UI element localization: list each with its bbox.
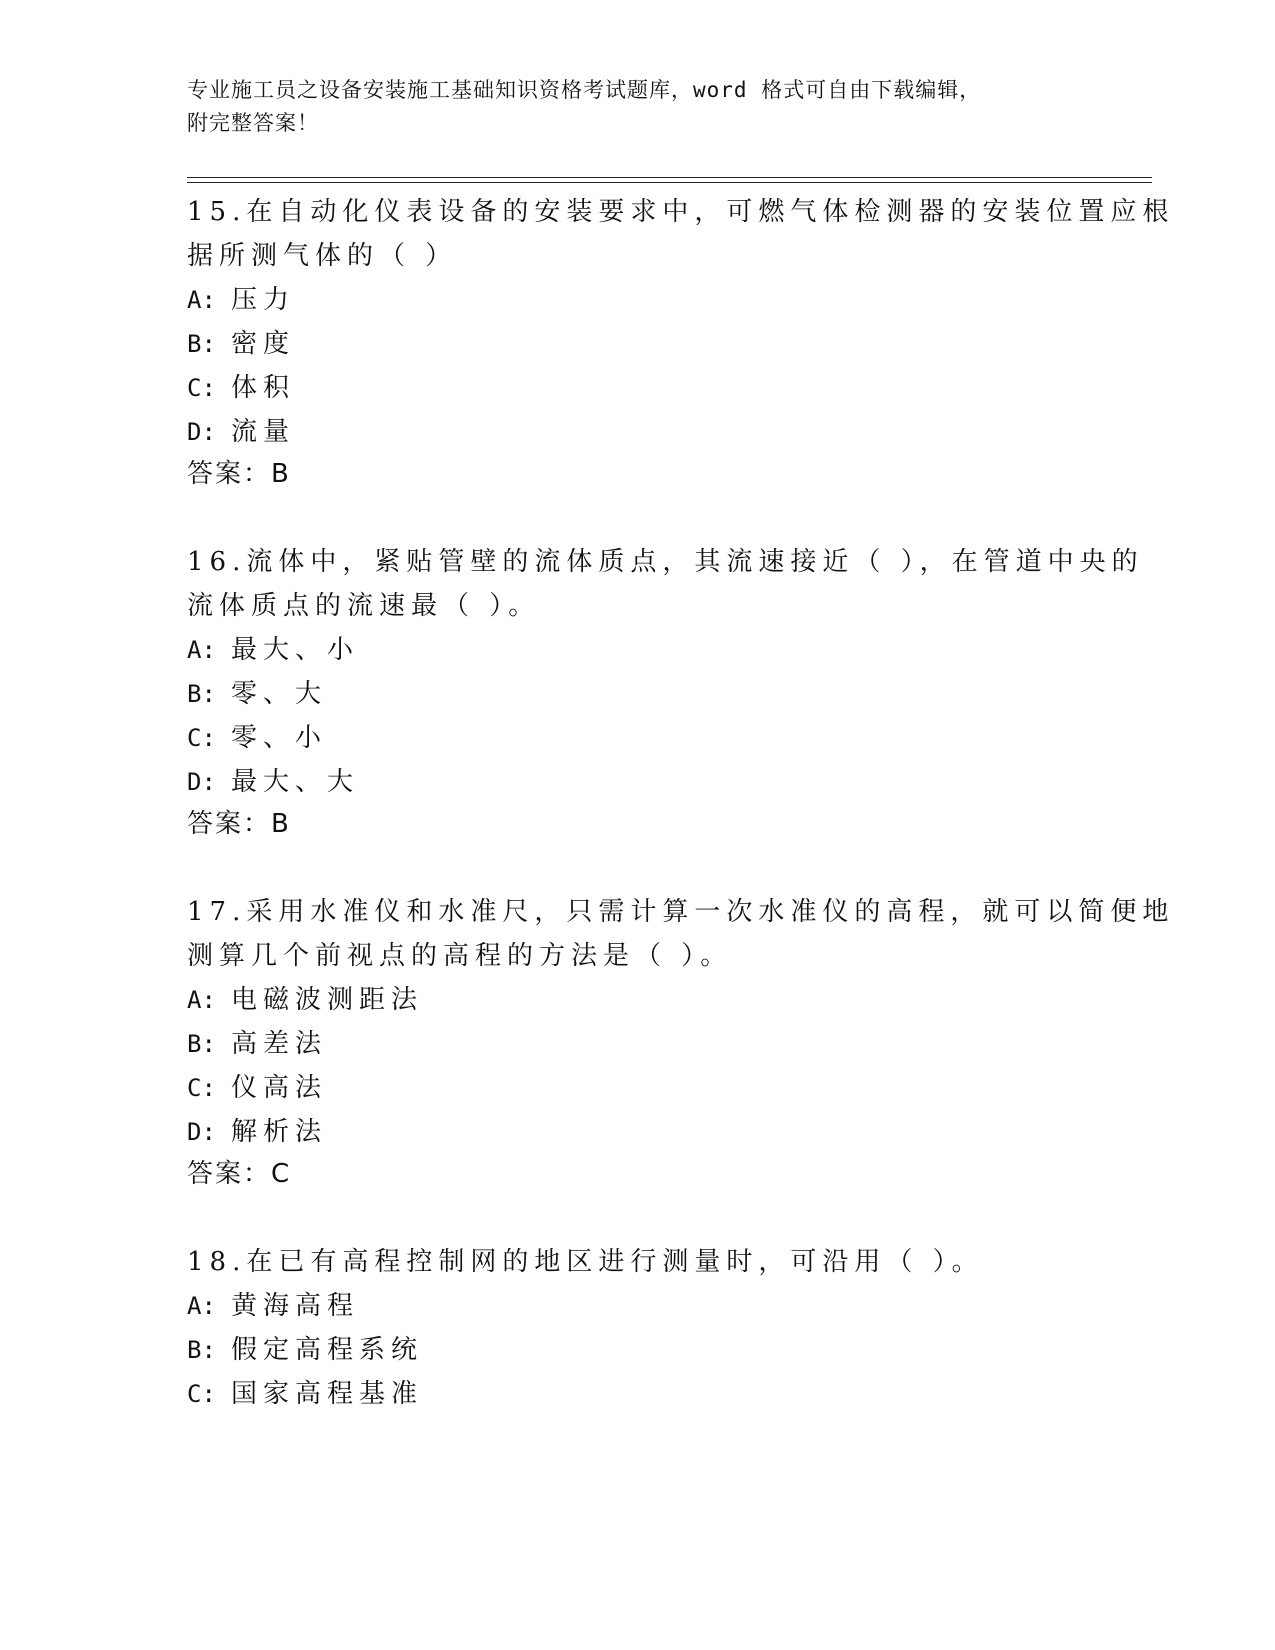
option-label: B: (187, 1336, 216, 1364)
question-text-line: 16.流体中，紧贴管壁的流体质点，其流速接近（ ），在管道中央的 (187, 547, 1144, 577)
header-divider-top (187, 177, 1152, 178)
option-label: C: (187, 374, 216, 402)
option-a (187, 628, 987, 672)
option-a (187, 1284, 987, 1328)
answer-16: 答案：B (187, 809, 291, 839)
option-c (187, 366, 987, 410)
question-text-line: 15.在自动化仪表设备的安装要求中，可燃气体检测器的安装位置应根 (187, 197, 1175, 227)
question-text-line: 测算几个前视点的高程的方法是（ ）。 (187, 941, 733, 971)
option-text: 最大、大 (231, 767, 360, 797)
answer-15: 答案：B (187, 459, 291, 489)
option-label: C: (187, 1380, 216, 1408)
question-15-text (187, 190, 1175, 278)
question-18-text (187, 1240, 1087, 1284)
option-text: 密度 (231, 329, 296, 359)
option-label: A: (187, 286, 216, 314)
option-d (187, 760, 987, 804)
option-b (187, 1328, 987, 1372)
option-text: 零、小 (231, 723, 328, 753)
header-line-2: 附完整答案！ (187, 111, 319, 135)
option-label: A: (187, 1292, 216, 1320)
option-text: 解析法 (231, 1117, 328, 1147)
option-label: C: (187, 1074, 216, 1102)
question-text-line: 据所测气体的（ ） (187, 241, 458, 271)
option-text: 仪高法 (231, 1073, 328, 1103)
option-text: 高差法 (231, 1029, 328, 1059)
option-a (187, 278, 987, 322)
question-17-text (187, 890, 1175, 978)
option-c (187, 1372, 987, 1416)
option-c (187, 1066, 987, 1110)
option-label: A: (187, 636, 216, 664)
option-label: D: (187, 418, 216, 446)
header-line-1: 专业施工员之设备安装施工基础知识资格考试题库，word 格式可自由下载编辑， (187, 78, 982, 102)
option-text: 流量 (231, 417, 296, 447)
option-b (187, 672, 987, 716)
question-16-text (187, 540, 1144, 628)
option-d (187, 1110, 987, 1154)
option-text: 压力 (231, 285, 296, 315)
document-header (187, 74, 1067, 140)
option-text: 体积 (231, 373, 296, 403)
option-label: C: (187, 724, 216, 752)
option-text: 零、大 (231, 679, 328, 709)
option-a (187, 978, 987, 1022)
option-label: B: (187, 680, 216, 708)
option-text: 假定高程系统 (231, 1335, 424, 1365)
option-label: A: (187, 986, 216, 1014)
option-b (187, 322, 987, 366)
option-label: D: (187, 1118, 216, 1146)
question-text-line: 流体质点的流速最（ ）。 (187, 591, 541, 621)
option-text: 国家高程基准 (231, 1379, 424, 1409)
header-divider-bottom (187, 182, 1152, 183)
option-text: 最大、小 (231, 635, 360, 665)
option-text: 电磁波测距法 (231, 985, 424, 1015)
option-d (187, 410, 987, 454)
option-label: B: (187, 1030, 216, 1058)
answer-17: 答案：C (187, 1159, 292, 1189)
option-text: 黄海高程 (231, 1291, 360, 1321)
option-label: B: (187, 330, 216, 358)
option-c (187, 716, 987, 760)
question-text-line: 18.在已有高程控制网的地区进行测量时，可沿用（ ）。 (187, 1247, 984, 1277)
question-text-line: 17.采用水准仪和水准尺，只需计算一次水准仪的高程，就可以简便地 (187, 897, 1175, 927)
option-b (187, 1022, 987, 1066)
option-label: D: (187, 768, 216, 796)
